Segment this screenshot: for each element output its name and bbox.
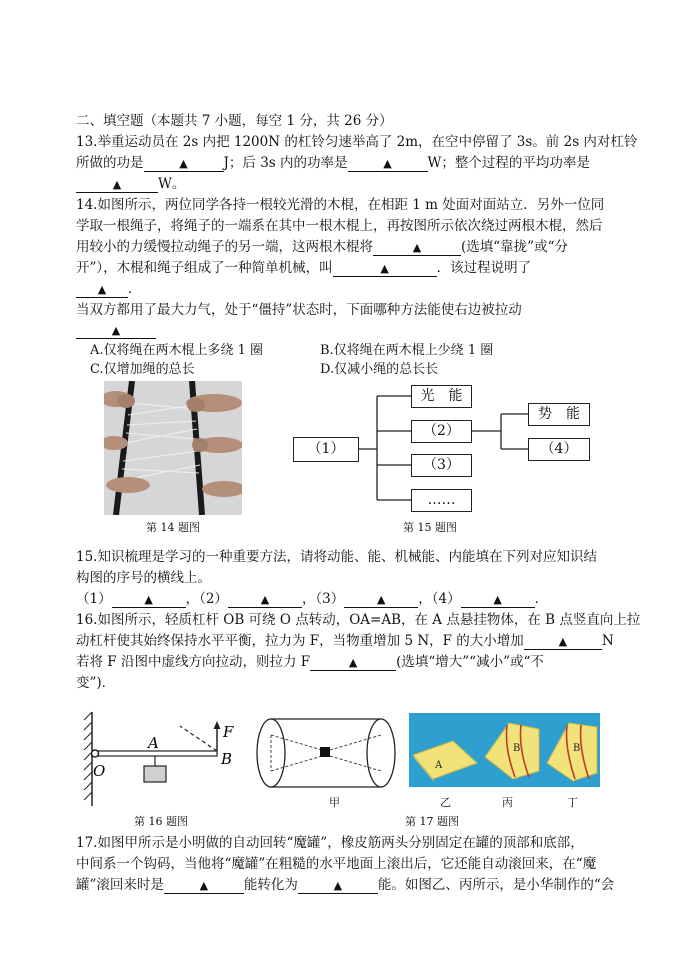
q16-label-b: B bbox=[221, 750, 233, 768]
q15-blank-1[interactable] bbox=[112, 592, 186, 608]
blank-triangle: ▲ bbox=[111, 324, 121, 337]
q13-line3: ▲ W。 bbox=[76, 175, 185, 193]
q17-panel bbox=[409, 713, 600, 787]
q16-blank-force-change[interactable] bbox=[310, 655, 396, 671]
q17-block-b2: B bbox=[573, 743, 581, 754]
q14-option-b: B.仅将绳在两木棍上少绕 1 圈 bbox=[320, 343, 494, 358]
q15-line1: 15.知识梳理是学习的一种重要方法，请将动能、能、机械能、内能填在下列对应知识结 bbox=[76, 549, 597, 565]
q14-line2: 学取一根绳子，将绳子的一端系在其中一根木棍上，再按图所示依次绕过两根木棍，然后 bbox=[76, 218, 603, 234]
q15-blank-3[interactable] bbox=[344, 592, 418, 608]
blank-triangle: ▲ bbox=[179, 157, 188, 170]
blank-triangle: ▲ bbox=[260, 593, 270, 606]
q15-box-4: （4） bbox=[528, 438, 590, 461]
q17-line1: 17.如图甲所示是小明做的自动回转“魔罐”，橡皮筋两头分别固定在罐的顶部和底部， bbox=[76, 835, 584, 851]
q15-box-potential-energy: 势 能 bbox=[528, 403, 590, 426]
q15-line3: （1） ▲ ，（2） ▲ ，（3） ▲ ，（4） ▲ ． bbox=[76, 591, 549, 607]
blank-triangle: ▲ bbox=[348, 656, 358, 669]
q13-line1: 13.举重运动员在 2s 内把 1200N 的杠铃匀速举高了 2m，在空中停留了 3s。前 2s 内对杠铃 bbox=[76, 134, 638, 150]
q15-caption: 第 15 题图 bbox=[403, 521, 457, 534]
q14-option-c: C.仅增加绳的总长 bbox=[90, 362, 195, 377]
blank-triangle: ▲ bbox=[112, 178, 122, 191]
q15-box-2: （2） bbox=[411, 420, 472, 443]
blank-triangle: ▲ bbox=[558, 635, 568, 648]
q17-label-jia: 甲 bbox=[329, 796, 340, 809]
q16-line1: 16.如图所示，轻质杠杆 OB 可绕 O 点转动，OA=AB，在 A 点悬挂物体，在 B 点竖直向上拉 bbox=[76, 612, 641, 628]
q17-can-figure bbox=[252, 712, 400, 794]
q14-line6: 当双方都用了最大力气，处于“僵持”状态时，下面哪种方法能使右边被拉动 bbox=[76, 302, 522, 318]
q17-line3: 罐”滚回来时是 ▲ 能转化为 ▲ 能。如图乙、丙所示，是小华制作的“会 bbox=[76, 877, 615, 893]
q15-blank-2[interactable] bbox=[228, 592, 302, 608]
q16-caption: 第 16 题图 bbox=[134, 815, 188, 828]
q17-label-ding: 丁 bbox=[567, 796, 578, 809]
blank-triangle: ▲ bbox=[377, 593, 386, 606]
q15-box-more: …… bbox=[411, 489, 472, 512]
blank-triangle: ▲ bbox=[199, 879, 209, 892]
q14-line1: 14.如图所示，两位同学各持一根较光滑的木棍，在相距 1 m 处面对面站立．另外一位同 bbox=[76, 197, 605, 213]
q17-label-yi: 乙 bbox=[440, 796, 451, 809]
q14-line3: 用较小的力缓慢拉动绳子的另一端，这两根木棍将 ▲ (选填“靠拢”或“分 bbox=[76, 239, 568, 255]
q14-line5: ▲ ． bbox=[76, 280, 142, 298]
q16-label-a: A bbox=[148, 734, 159, 752]
q14-option-a: A.仅将绳在两木棍上多绕 1 圈 bbox=[90, 343, 264, 358]
q16-line3: 若将 F 沿图中虚线方向拉动，则拉力 F ▲ (选填“增大”“减小”或“不 bbox=[76, 654, 544, 670]
q16-blank-force-increase[interactable] bbox=[524, 634, 602, 650]
blank-triangle: ▲ bbox=[380, 262, 389, 275]
q15-blank-4[interactable] bbox=[461, 592, 535, 608]
q16-label-o: O bbox=[93, 762, 106, 780]
q17-label-bing: 丙 bbox=[502, 796, 513, 809]
section-header: 二、填空题（本题共 7 小题，每空 1 分，共 26 分） bbox=[76, 113, 393, 129]
blank-triangle: ▲ bbox=[144, 593, 153, 606]
q16-label-f: F bbox=[223, 723, 234, 741]
blank-triangle: ▲ bbox=[383, 157, 392, 170]
blank-triangle: ▲ bbox=[333, 879, 343, 892]
q16-line4: 变”)． bbox=[76, 675, 116, 691]
q17-block-a: A bbox=[435, 760, 443, 771]
q17-block-b1: B bbox=[513, 743, 521, 754]
q16-lever-figure bbox=[80, 710, 250, 810]
blank-triangle: ▲ bbox=[493, 593, 502, 606]
q17-blank-energy-to[interactable] bbox=[298, 878, 378, 894]
blank-triangle: ▲ bbox=[97, 283, 107, 296]
q15-box-root: （1） bbox=[293, 437, 359, 462]
q14-caption: 第 14 题图 bbox=[146, 521, 200, 534]
q15-box-3: （3） bbox=[411, 454, 472, 477]
blank-triangle: ▲ bbox=[412, 241, 422, 254]
q17-blank-energy-from[interactable] bbox=[164, 878, 244, 894]
q14-option-d: D.仅减小绳的总长长 bbox=[320, 362, 439, 377]
q17-line2: 中间系一个钩码，当他将“魔罐”在粗糙的水平地面上滚出后，它还能自动滚回来，在“魔 bbox=[76, 856, 597, 872]
q14-line4: 开”），木棍和绳子组成了一种简单机械，叫 ▲ ．该过程说明了 bbox=[76, 260, 532, 276]
q17-caption: 第 17 题图 bbox=[405, 815, 459, 828]
q13-line2: 所做的功是 ▲ J；后 3s 内的功率是 ▲ W；整个过程的平均功率是 bbox=[76, 155, 590, 171]
q15-line2: 构图的序号的横线上。 bbox=[76, 570, 211, 586]
q15-box-light-energy: 光 能 bbox=[411, 385, 472, 408]
q16-line2: 动杠杆使其始终保持水平平衡，拉力为 F，当物重增加 5 N，F 的大小增加 ▲ N bbox=[76, 633, 614, 649]
q17-panel-drawing bbox=[409, 713, 600, 787]
